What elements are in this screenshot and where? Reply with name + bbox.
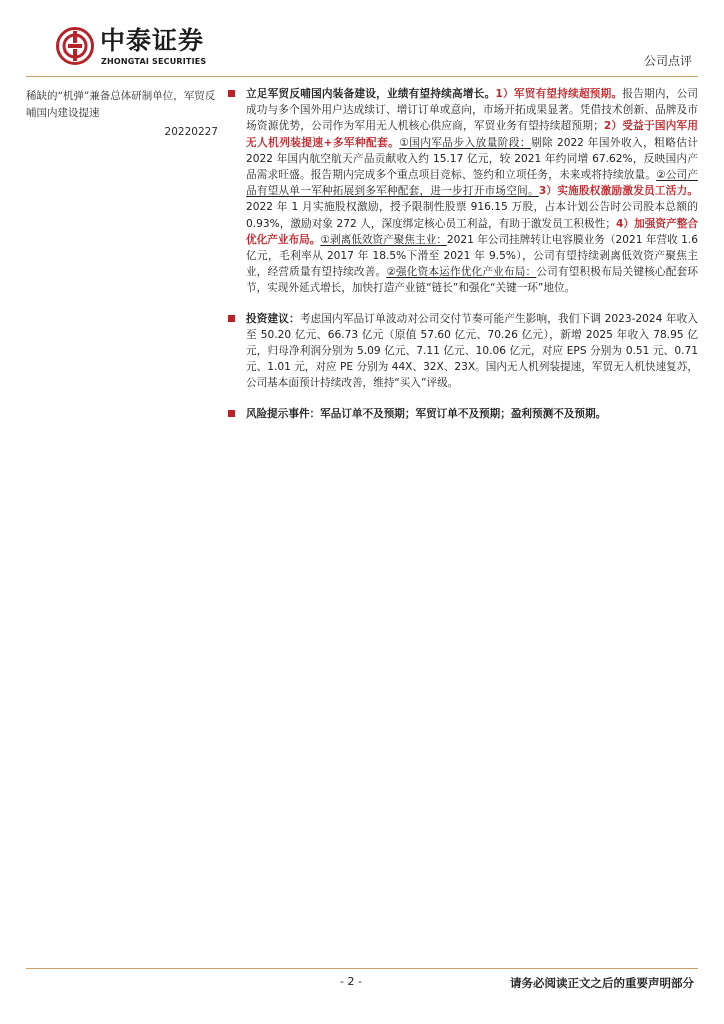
text-run-bold: 立足军贸反哺国内装备建设，业绩有望持续高增长。 [246, 88, 496, 100]
footer-disclaimer: 请务必阅读正文之后的重要声明部分 [510, 976, 694, 990]
logo-english-name: ZHONGTAI SECURITIES [101, 57, 207, 66]
text-run-normal: 考虑国内军品订单波动对公司交付节奏可能产生影响，我们下调 2023-2024 年收入至 50.20 亿元、66.73 亿元（原值 57.60 亿元、70.26 亿元），新增 2025 年收入 78.95 亿元，归母净利润分别为 5.09 亿元、7.11 亿元、10.06 亿元，对应 EPS 分别为 0.51 元、0.71 元、1.01 元，对应 PE 分别为 44X、32X、23X。国内无人机列装提速，军贸无人机快速复苏，公司基本面预计持续改善，维持“买入”评级。 [246, 312, 699, 390]
text-run-red: 1）军贸有望持续超预期。 [495, 88, 623, 100]
text-run-underline: ①剥离低效资产聚焦主业： [320, 233, 447, 246]
paragraph-text [246, 88, 698, 294]
text-run-underline: ②公司产品有望从单一军种拓展到多军种配套，进一步打开市场空间。 [246, 169, 699, 198]
text-run-red: 3）实施股权激励激发员工活力。 [538, 185, 699, 198]
report-date: 20220227 [164, 126, 218, 138]
main-content [228, 86, 698, 436]
footer-divider [26, 968, 698, 969]
page-header [0, 0, 724, 86]
investment-advice-paragraph [228, 311, 698, 392]
paragraph-text [246, 408, 606, 420]
text-run-normal: 2021 年公司挂牌转让电容膜业务（2021 年营收 1.6 亿元，毛利率从 2017 年 18.5%下滑至 2021 年 9.5%），公司有望持续剥离低效资产聚焦主业，经营质量有望持续改善。 [246, 233, 698, 279]
page-number: - 2 - [340, 975, 362, 988]
zhongtai-logo-icon [56, 27, 94, 65]
text-run-normal: 报告期内，公司成功与多个国外用户达成续订、增订订单或意向，市场开拓成果显著。凭借技术创新、品牌及市场资源优势，公司作为军用无人机核心供应商，军贸业务有望持续超预期； [246, 88, 699, 133]
text-run-red: 4）加强资产整合优化产业布局。 [246, 217, 698, 246]
risk-warning-paragraph [228, 406, 698, 422]
text-run-red: 2）受益于国内军用无人机列装提速+多军种配套。 [246, 120, 699, 149]
sidebar [26, 88, 218, 138]
text-run-underline: ①国内军品步入放量阶段： [399, 136, 531, 149]
text-run-underline: ②强化资本运作优化产业布局： [386, 266, 537, 279]
paragraph-text [246, 313, 698, 390]
analysis-paragraph [228, 86, 698, 297]
square-bullet-icon [228, 315, 235, 322]
square-bullet-icon [228, 90, 235, 97]
text-run-normal: 2022 年 1 月实施股权激励，授予限制性股票 916.15 万股，占本计划公告时公司股本总额的 0.93%，激励对象 272 人，深度绑定核心员工利益，有助于激发员工积极性； [246, 201, 698, 230]
report-type-label: 公司点评 [643, 54, 692, 68]
sidebar-title: 稀缺的“机弹”兼备总体研制单位，军贸反哺国内建设提速 [26, 90, 216, 119]
text-run-normal: 公司有望积极布局关键核心配套环节，实现外延式增长，加快打造产业链“链长”和强化“关键一环”地位。 [246, 266, 699, 295]
square-bullet-icon [228, 410, 235, 417]
logo-chinese-name: 中泰证券 [100, 26, 205, 55]
text-run-bold: 投资建议： [246, 312, 300, 325]
text-run-normal: 剔除 2022 年国外收入，粗略估计 2022 年国内航空航天产品贡献收入约 15.17 亿元，较 2021 年约同增 67.62%，反映国内产品需求旺盛。报告期内完成多个重点项目竞标、签约和立项任务，未来或将持续放量。 [246, 136, 698, 182]
header-divider [26, 76, 698, 77]
text-run-bold: 风险提示事件：军品订单不及预期；军贸订单不及预期；盈利预测不及预期。 [246, 407, 607, 420]
